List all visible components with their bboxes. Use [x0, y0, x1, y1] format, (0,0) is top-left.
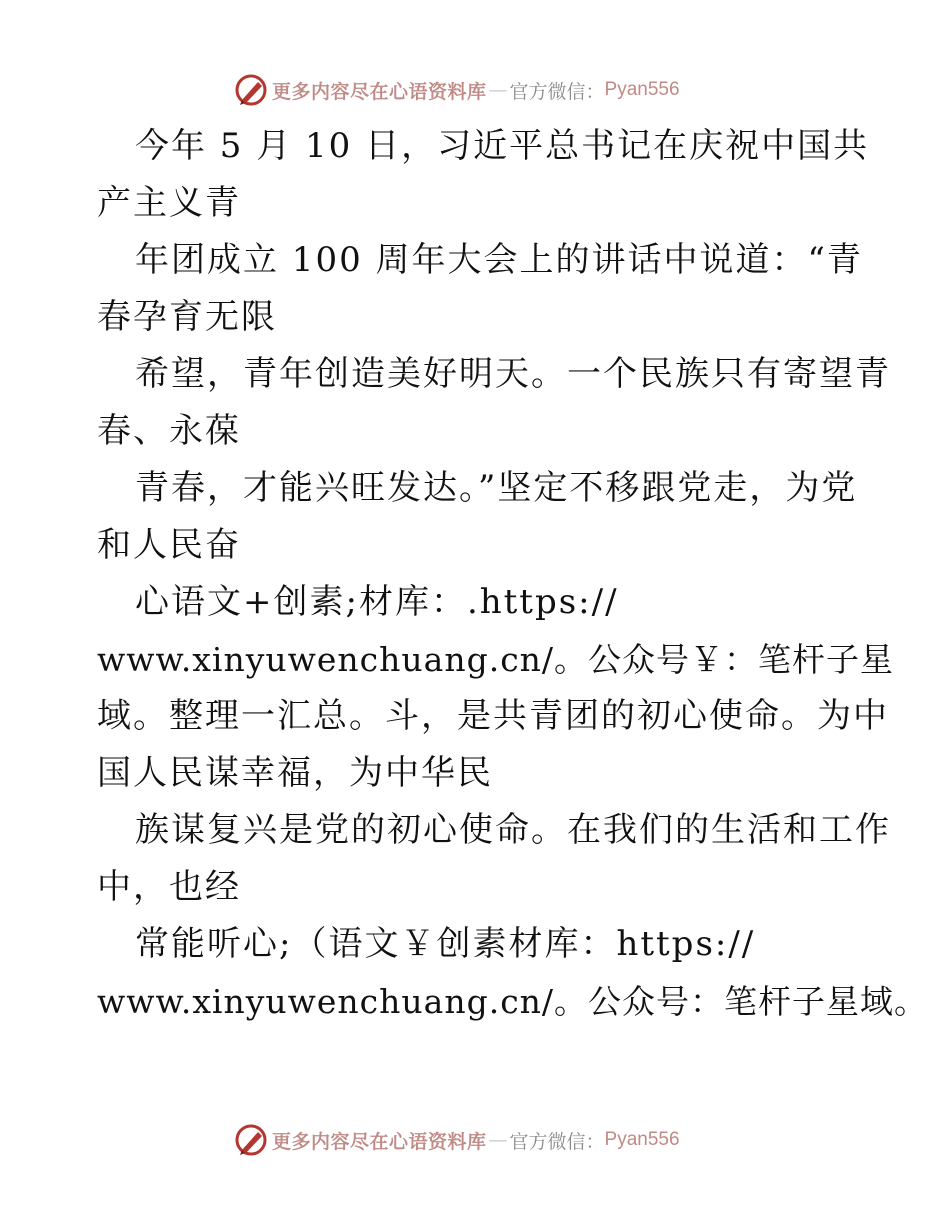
text-line: 春、永葆 [97, 411, 241, 451]
watermark-contact-id: Pyan556 [604, 79, 680, 100]
text-line: 中，也经 [97, 867, 241, 907]
watermark-contact-id: Pyan556 [604, 1129, 680, 1150]
pen-logo-icon [234, 73, 268, 107]
text-line: 年团成立 100 周年大会上的讲话中说道：“青 [135, 240, 863, 280]
text-line: 域。整理一汇总。斗，是共青团的初心使命。为中 [97, 696, 889, 736]
watermark-contact-label: 官方微信： [509, 80, 605, 103]
watermark-contact-label: 官方微信： [509, 1130, 605, 1153]
text-line: 常能听心;（语文￥创素材库：https:// [135, 924, 756, 964]
text-line: www.xinyuwenchuang.cn/。公众号：笔杆子星域。 [97, 982, 929, 1021]
text-line: 春孕育无限 [97, 297, 277, 337]
watermark-separator: — [488, 1129, 508, 1151]
text-line: 族谋复兴是党的初心使命。在我们的生活和工作 [135, 810, 891, 850]
text-line: 产主义青 [97, 183, 241, 223]
text-line: 国人民谋幸福，为中华民 [97, 753, 493, 793]
text-line: www.xinyuwenchuang.cn/。公众号￥：笔杆子星 [97, 640, 895, 679]
pen-logo-icon [234, 1123, 268, 1157]
watermark-separator: — [488, 79, 508, 101]
watermark-brand: 更多内容尽在心语资料库 [272, 80, 487, 103]
watermark-brand: 更多内容尽在心语资料库 [272, 1130, 487, 1153]
document-body [97, 118, 929, 1030]
text-line: 希望，青年创造美好明天。一个民族只有寄望青 [135, 354, 891, 394]
footer-watermark [234, 1122, 680, 1158]
text-line: 今年 5 月 10 日，习近平总书记在庆祝中国共 [135, 126, 870, 166]
text-line: 和人民奋 [97, 525, 241, 565]
header-watermark [234, 72, 680, 108]
text-line: 青春，才能兴旺发达。”坚定不移跟党走，为党 [135, 468, 858, 508]
text-line: 心语文+创素;材库：.https:// [135, 582, 619, 622]
